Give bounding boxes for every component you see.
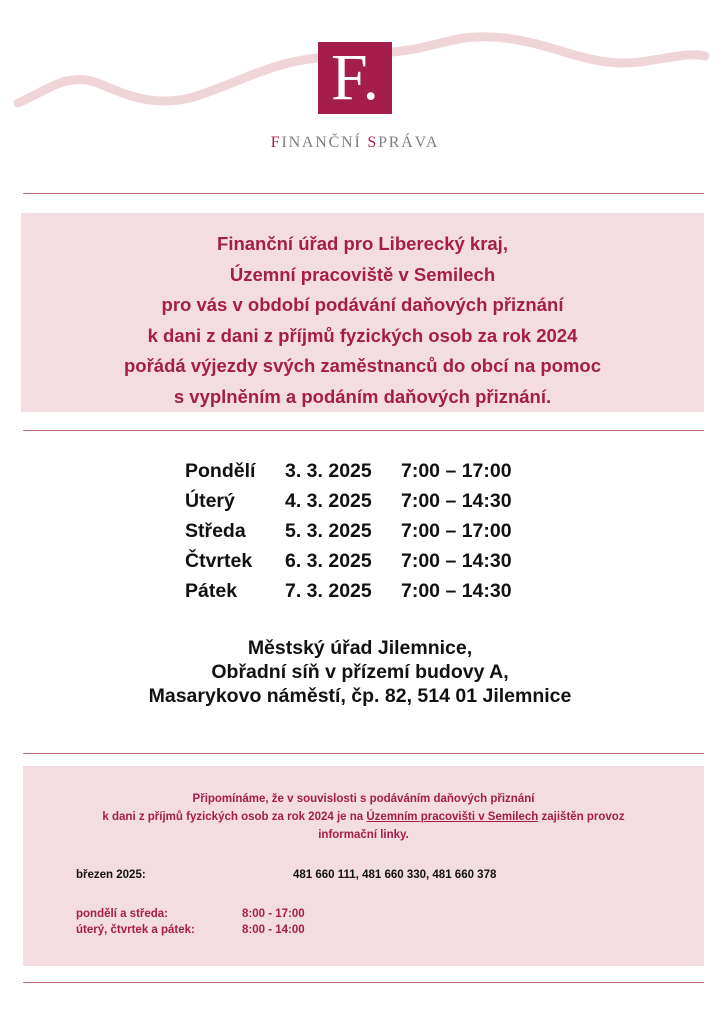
note-line: Připomínáme, že v souvislosti s podáváním daňových přiznání — [192, 793, 535, 805]
note-line: k dani z příjmů fyzických osob za rok 2024 je na Územním pracovišti v Semilech zajištěn provoz — [102, 811, 625, 823]
schedule-time: 7:00 – 17:00 — [401, 459, 512, 482]
schedule-row — [185, 546, 585, 576]
schedule-time: 7:00 – 14:30 — [401, 489, 512, 512]
schedule-table — [185, 456, 585, 606]
hours-time: 8:00 - 14:00 — [242, 924, 305, 936]
intro-line: Finanční úřad pro Liberecký kraj, — [217, 233, 508, 254]
schedule-date: 5. 3. 2025 — [285, 519, 372, 542]
schedule-day: Pátek — [185, 579, 238, 602]
note-line: informační linky. — [318, 829, 409, 841]
hours-days: úterý, čtvrtek a pátek: — [76, 924, 195, 936]
logo-mark — [318, 42, 392, 114]
schedule-date: 3. 3. 2025 — [285, 459, 372, 482]
phone-numbers: 481 660 111, 481 660 330, 481 660 378 — [293, 869, 497, 881]
schedule-row — [185, 576, 585, 606]
schedule-time: 7:00 – 17:00 — [401, 519, 512, 542]
venue-line: Městský úřad Jilemnice, — [247, 637, 473, 659]
divider — [23, 982, 704, 983]
schedule-time: 7:00 – 14:30 — [401, 579, 512, 602]
logo-letter: F. — [331, 41, 379, 114]
divider — [23, 193, 704, 194]
schedule-day: Čtvrtek — [185, 549, 253, 572]
hours-time: 8:00 - 17:00 — [242, 908, 305, 920]
divider — [23, 753, 704, 754]
schedule-day: Středa — [185, 519, 246, 542]
intro-line: k dani z dani z příjmů fyzických osob za rok 2024 — [147, 324, 578, 346]
venue-address — [60, 636, 660, 708]
schedule-date: 4. 3. 2025 — [285, 489, 372, 512]
intro-line: pořádá výjezdy svých zaměstnanců do obcí na pomoc — [123, 355, 602, 376]
schedule-date: 7. 3. 2025 — [285, 579, 372, 602]
intro-line: s vyplněním a podáním daňových přiznání. — [173, 385, 552, 407]
phone-label: březen 2025: — [76, 869, 146, 881]
schedule-row — [185, 486, 585, 516]
intro-line: Územní pracoviště v Semilech — [229, 263, 496, 285]
schedule-date: 6. 3. 2025 — [285, 549, 372, 572]
intro-line: pro vás v období podávání daňových přiznání — [161, 294, 564, 315]
note-text — [26, 790, 701, 844]
schedule-time: 7:00 – 14:30 — [401, 549, 512, 572]
venue-line: Obřadní síň v přízemí budovy A, — [211, 661, 509, 683]
venue-line: Masarykovo náměstí, čp. 82, 514 01 Jilemnice — [148, 685, 572, 707]
schedule-row — [185, 456, 585, 486]
office-link[interactable]: Územním pracovišti v Semilech — [366, 811, 539, 823]
intro-text — [21, 229, 704, 412]
schedule-row — [185, 516, 585, 546]
divider — [23, 430, 704, 431]
hours-days: pondělí a středa: — [76, 908, 169, 920]
schedule-day: Úterý — [185, 489, 235, 512]
logo-wordmark: FINANČNÍ SPRÁVA — [270, 134, 440, 151]
schedule-day: Pondělí — [185, 459, 256, 482]
